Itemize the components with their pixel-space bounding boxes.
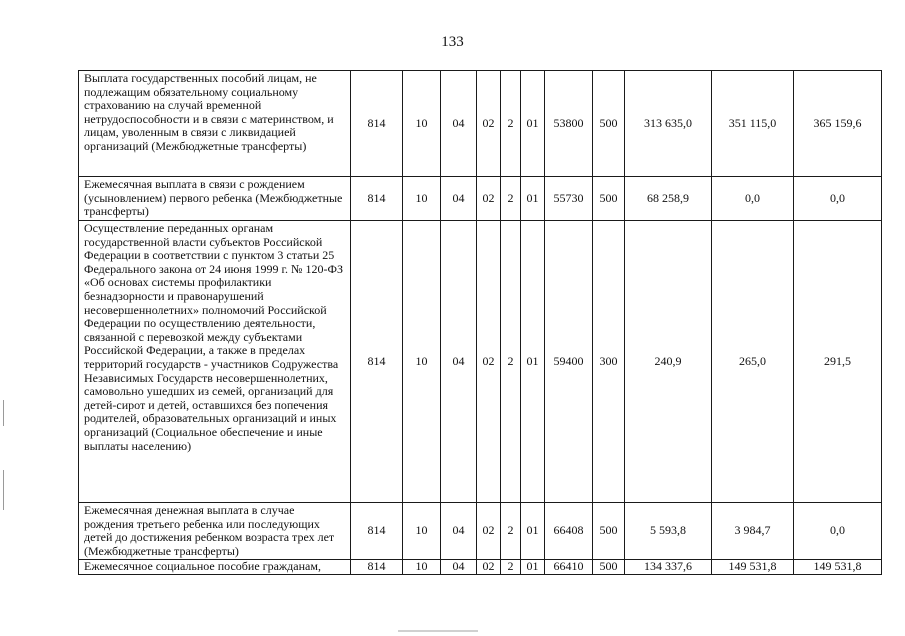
subprogram-code: 2: [501, 71, 521, 177]
subsection-code: 04: [441, 221, 477, 503]
row-description: Ежемесячная выплата в связи с рождением (усыновлением) первого ребенка (Межбюджетные трансферты): [79, 177, 351, 221]
amount-year-1: 134 337,6: [625, 560, 712, 575]
section-code: 10: [403, 71, 441, 177]
table-row: [79, 503, 882, 560]
ministry-code: 814: [351, 221, 403, 503]
expense-type-code: 500: [593, 503, 625, 560]
expense-type-code: 500: [593, 177, 625, 221]
amount-year-2: 149 531,8: [712, 560, 794, 575]
subsection-code: 04: [441, 177, 477, 221]
amount-year-2: 3 984,7: [712, 503, 794, 560]
section-code: 10: [403, 560, 441, 575]
direction-code: 55730: [545, 177, 593, 221]
program-code: 02: [477, 560, 501, 575]
scan-smudge: [398, 630, 478, 632]
event-code: 01: [521, 560, 545, 575]
ministry-code: 814: [351, 71, 403, 177]
row-description: Ежемесячная денежная выплата в случае рождения третьего ребенка или последующих детей до достижения ребенком возраста трех лет (Межбюджетные трансферты): [79, 503, 351, 560]
direction-code: 66408: [545, 503, 593, 560]
amount-year-3: 0,0: [794, 177, 882, 221]
table-row: [79, 71, 882, 177]
direction-code: 53800: [545, 71, 593, 177]
amount-year-3: 149 531,8: [794, 560, 882, 575]
amount-year-1: 5 593,8: [625, 503, 712, 560]
event-code: 01: [521, 221, 545, 503]
section-code: 10: [403, 503, 441, 560]
expense-type-code: 500: [593, 71, 625, 177]
expense-type-code: 300: [593, 221, 625, 503]
ministry-code: 814: [351, 177, 403, 221]
amount-year-1: 68 258,9: [625, 177, 712, 221]
amount-year-2: 0,0: [712, 177, 794, 221]
scan-edge-mark: [3, 470, 4, 510]
table-row: [79, 221, 882, 503]
amount-year-1: 240,9: [625, 221, 712, 503]
direction-code: 66410: [545, 560, 593, 575]
section-code: 10: [403, 221, 441, 503]
event-code: 01: [521, 71, 545, 177]
subprogram-code: 2: [501, 560, 521, 575]
direction-code: 59400: [545, 221, 593, 503]
amount-year-3: 291,5: [794, 221, 882, 503]
scan-edge-mark: [3, 400, 4, 426]
budget-table: [78, 70, 882, 575]
amount-year-2: 351 115,0: [712, 71, 794, 177]
page-number: 133: [441, 34, 464, 50]
subsection-code: 04: [441, 71, 477, 177]
subsection-code: 04: [441, 560, 477, 575]
event-code: 01: [521, 177, 545, 221]
amount-year-1: 313 635,0: [625, 71, 712, 177]
program-code: 02: [477, 177, 501, 221]
table-row: [79, 177, 882, 221]
subprogram-code: 2: [501, 177, 521, 221]
row-description: Выплата государственных пособий лицам, не подлежащим обязательному социальному страхованию на случай временной нетрудоспособности и в связи с материнством, и лицам, уволенным в связи с ликвидацией организаций (Межбюджетные трансферты): [79, 71, 351, 177]
amount-year-3: 365 159,6: [794, 71, 882, 177]
subprogram-code: 2: [501, 221, 521, 503]
event-code: 01: [521, 503, 545, 560]
amount-year-3: 0,0: [794, 503, 882, 560]
amount-year-2: 265,0: [712, 221, 794, 503]
program-code: 02: [477, 221, 501, 503]
ministry-code: 814: [351, 503, 403, 560]
program-code: 02: [477, 503, 501, 560]
expense-type-code: 500: [593, 560, 625, 575]
row-description: Осуществление переданных органам государственной власти субъектов Российской Федерации в соответствии с пунктом 3 статьи 25 Федерального закона от 24 июня 1999 г. № 120-ФЗ «Об основах системы профилактики безнадзорности и правонарушений несовершеннолетних» полномочий Российской Федерации по осуществлению деятельности, связанной с перевозкой между субъектами Российской Федерации, а также в пределах территорий государств - участников Содружества Независимых Государств несовершеннолетних, самовольно ушедших из семей, организаций для детей-сирот и детей, оставшихся без попечения родителей, образовательных организаций и иных организаций (Социальное обеспечение и иные выплаты населению): [79, 221, 351, 503]
ministry-code: 814: [351, 560, 403, 575]
program-code: 02: [477, 71, 501, 177]
row-description: Ежемесячное социальное пособие гражданам,: [79, 560, 351, 575]
subsection-code: 04: [441, 503, 477, 560]
subprogram-code: 2: [501, 503, 521, 560]
table-row: [79, 560, 882, 575]
section-code: 10: [403, 177, 441, 221]
